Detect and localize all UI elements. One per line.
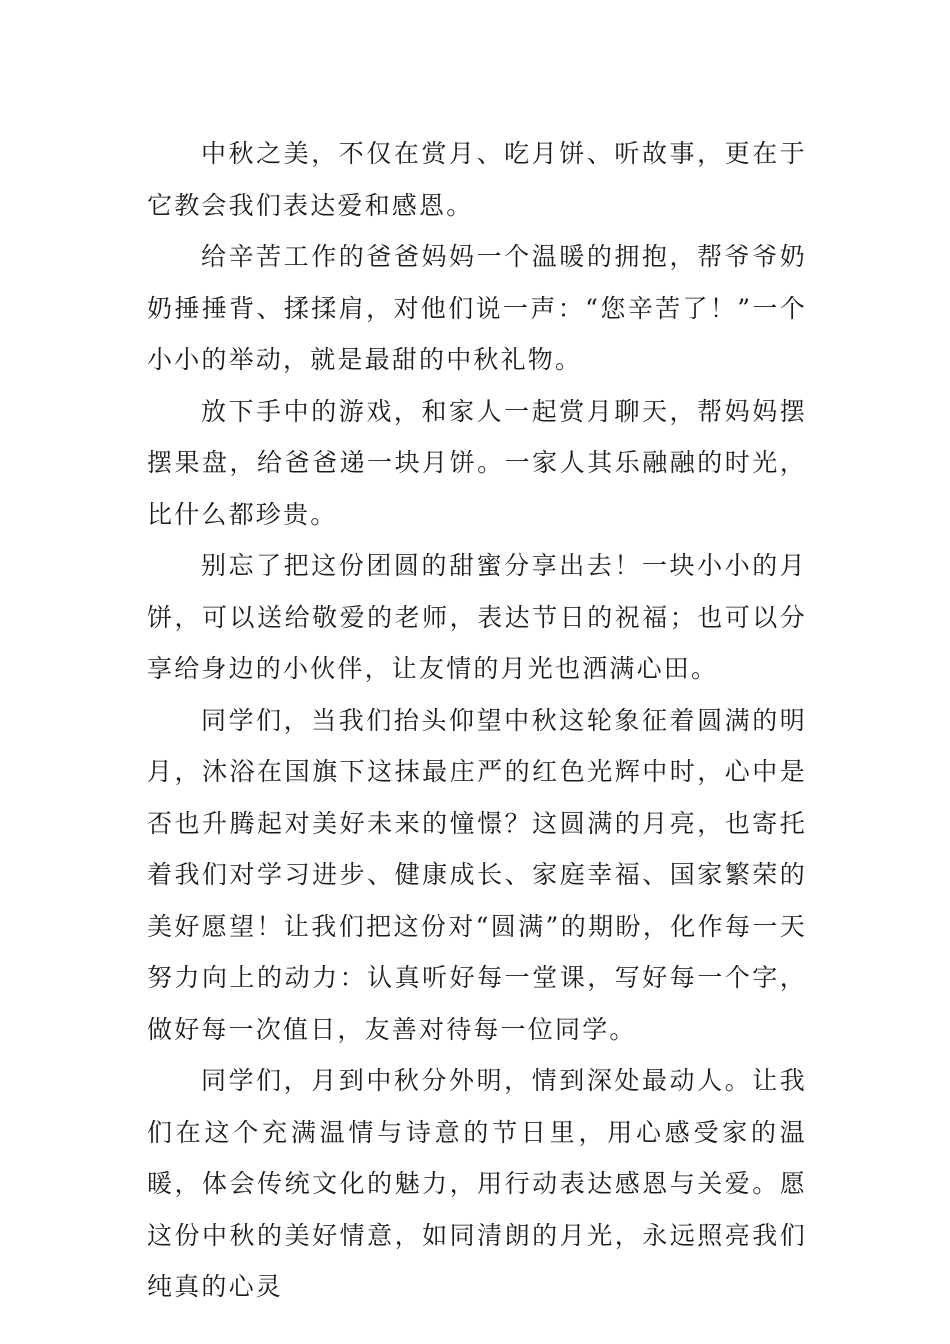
paragraph-6: 同学们，月到中秋分外明，情到深处最动人。让我们在这个充满温情与诗意的节日里，用心感受家的温暖，体会传统文化的魅力，用行动表达感恩与关爱。愿这份中秋的美好情意，如同清朗的月光，永远照亮我们纯真的心灵	[147, 1066, 807, 1301]
paragraph-3: 放下手中的游戏，和家人一起赏月聊天，帮妈妈摆摆果盘，给爸爸递一块月饼。一家人其乐融融的时光，比什么都珍贵。	[147, 396, 807, 529]
paragraph-4: 别忘了把这份团圆的甜蜜分享出去！一块小小的月饼，可以送给敬爱的老师，表达节日的祝福；也可以分享给身边的小伙伴，让友情的月光也洒满心田。	[147, 551, 807, 683]
paragraph-2: 给辛苦工作的爸爸妈妈一个温暖的拥抱，帮爷爷奶奶捶捶背、揉揉肩，对他们说一声：“您辛苦了！”一个小小的举动，就是最甜的中秋礼物。	[147, 242, 807, 374]
paragraph-5: 同学们，当我们抬头仰望中秋这轮象征着圆满的明月，沐浴在国旗下这抹最庄严的红色光辉中时，心中是否也升腾起对美好未来的憧憬？这圆满的月亮，也寄托着我们对学习进步、健康成长、家庭幸福、国家繁荣的美好愿望！让我们把这份对“圆满”的期盼，化作每一天努力向上的动力：认真听好每一堂课，写好每一个字，做好每一次值日，友善对待每一位同学。	[147, 705, 807, 1044]
document-body	[147, 128, 807, 1313]
paragraph-1: 中秋之美，不仅在赏月、吃月饼、听故事，更在于它教会我们表达爱和感恩。	[147, 139, 807, 220]
